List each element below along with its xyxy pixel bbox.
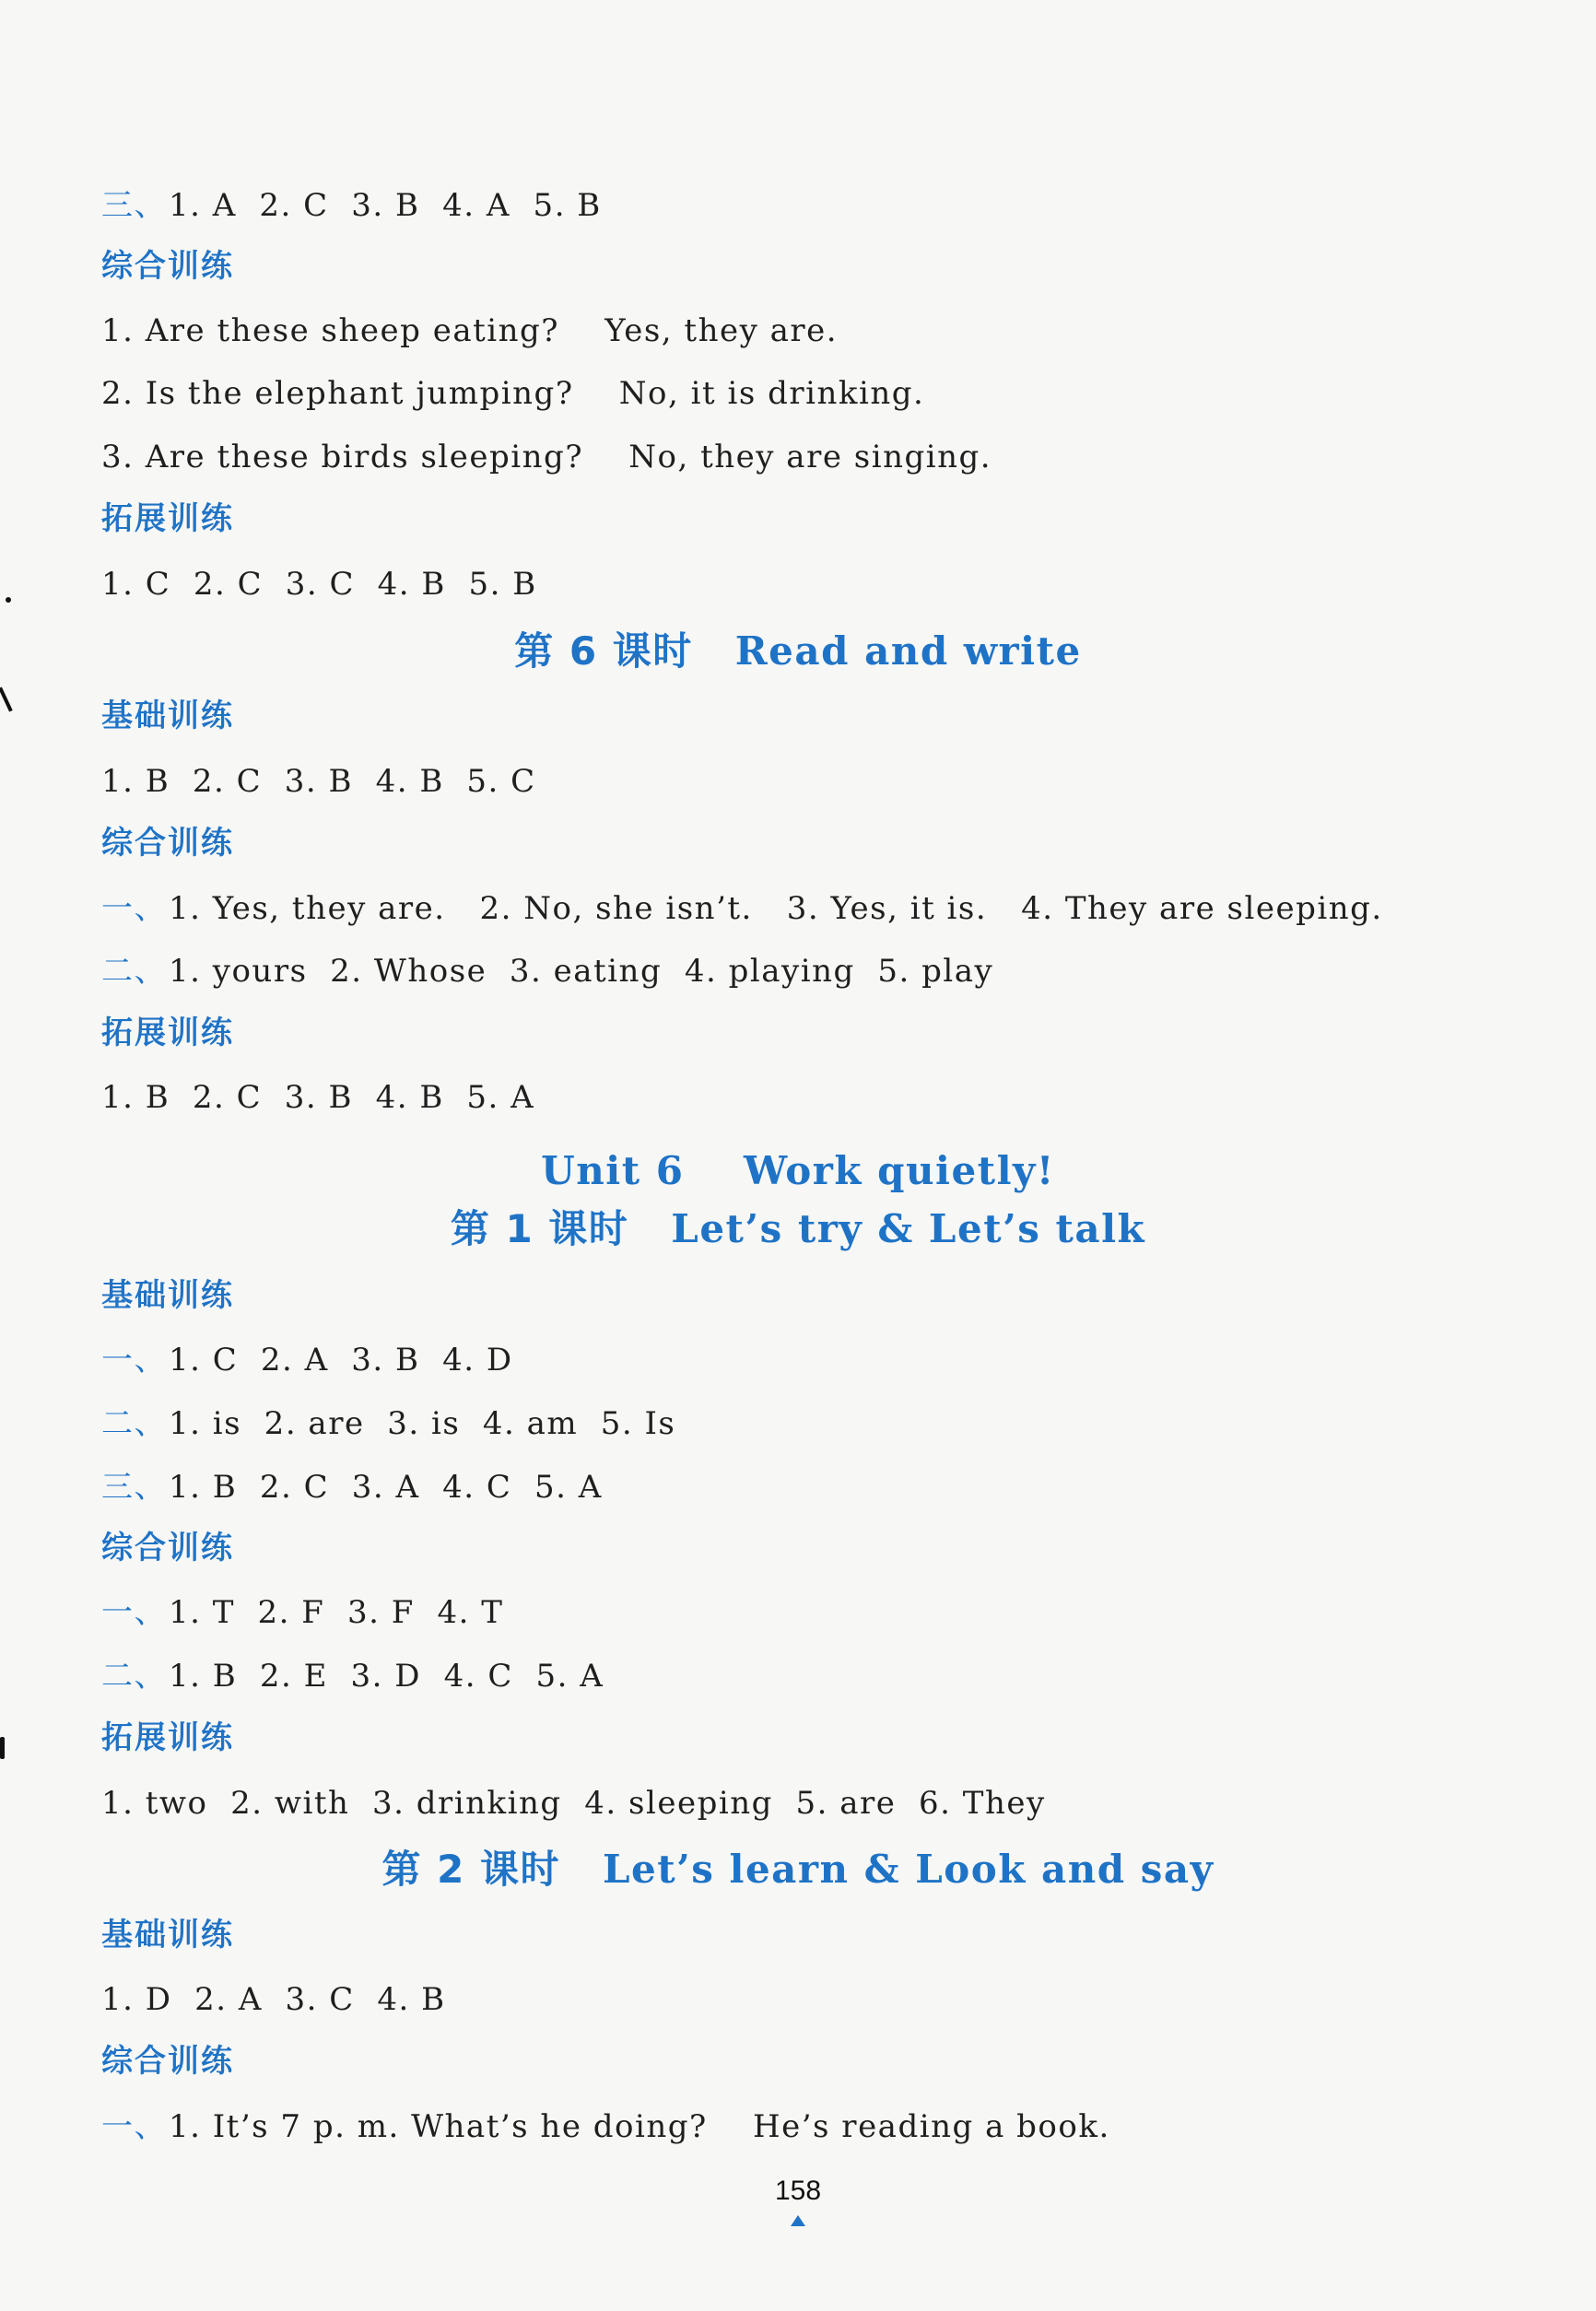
section-heading: 综合训练 [101, 1530, 234, 1566]
answer-line: 1. C 2. C 3. C 4. B 5. B [101, 566, 537, 603]
lesson-title [0, 628, 1596, 674]
section-index: 二、 [101, 1405, 167, 1442]
section-index: 二、 [101, 1658, 167, 1695]
lesson-number: 第 6 课时 [514, 628, 693, 674]
answer-line [101, 1344, 513, 1376]
section-index: 三、 [101, 1469, 167, 1506]
section-index: 二、 [101, 953, 167, 990]
section-heading: 综合训练 [101, 825, 234, 862]
answer-line: 1. D 2. A 3. C 4. B [101, 1981, 446, 2018]
answer-line [101, 1405, 676, 1442]
answer-line: 1. B 2. C 3. B 4. B 5. A [101, 1079, 535, 1116]
lesson-number: 第 2 课时 [381, 1847, 560, 1892]
answer-line: 1. Are these sheep eating? Yes, they are. [101, 312, 839, 349]
section-index: 一、 [101, 890, 167, 927]
section-index: 三、 [101, 187, 167, 224]
answer-line [101, 1469, 603, 1506]
answer-text: 1. It’s 7 p. m. What’s he doing? He’s reading a book. [169, 2108, 1110, 2145]
section-index: 一、 [101, 1342, 167, 1378]
section-index: 一、 [101, 2108, 167, 2145]
section-heading: 基础训练 [101, 1917, 234, 1953]
answer-text: 1. A 2. C 3. B 4. A 5. B [169, 187, 602, 224]
unit-title [0, 1148, 1596, 1193]
section-index: 一、 [101, 1594, 167, 1631]
answer-line [101, 187, 602, 224]
answer-text: 1. is 2. are 3. is 4. am 5. Is [169, 1405, 676, 1442]
lesson-name: Let’s try & Let’s talk [671, 1206, 1146, 1251]
section-heading: 拓展训练 [101, 500, 234, 537]
answer-line: 1. two 2. with 3. drinking 4. sleeping 5. are 6. They [101, 1785, 1046, 1822]
section-heading: 拓展训练 [101, 1015, 234, 1051]
answer-line: 3. Are these birds sleeping? No, they are singing. [101, 439, 992, 475]
section-heading: 拓展训练 [101, 1719, 234, 1756]
section-heading: 基础训练 [101, 698, 234, 734]
answer-line [101, 890, 1383, 927]
lesson-name: Read and write [734, 628, 1082, 674]
answer-text: 1. yours 2. Whose 3. eating 4. playing 5. play [169, 953, 994, 990]
section-heading: 综合训练 [101, 248, 234, 285]
lesson-title [0, 1847, 1596, 1892]
lesson-name: Let’s learn & Look and say [602, 1847, 1215, 1892]
answer-line [101, 953, 994, 990]
section-heading: 基础训练 [101, 1277, 234, 1314]
lesson-title [0, 1206, 1596, 1251]
answer-line: 1. B 2. C 3. B 4. B 5. C [101, 763, 536, 800]
section-heading: 综合训练 [101, 2043, 234, 2080]
lesson-number: 第 1 课时 [450, 1206, 629, 1251]
scan-mark [0, 1737, 5, 1759]
page-marker-icon [791, 2215, 805, 2226]
answer-line [101, 1594, 504, 1631]
scan-mark [0, 686, 13, 711]
answer-text: 1. Yes, they are. 2. No, she isn’t. 3. Yes, it is. 4. They are sleeping. [169, 890, 1383, 927]
page-number: 158 [774, 2176, 822, 2206]
answer-text: 1. T 2. F 3. F 4. T [169, 1594, 504, 1631]
answer-text: 1. B 2. C 3. A 4. C 5. A [169, 1469, 603, 1506]
answer-line [101, 2108, 1110, 2145]
answer-text: 1. C 2. A 3. B 4. D [169, 1342, 513, 1378]
answer-line: 2. Is the elephant jumping? No, it is drinking. [101, 375, 925, 412]
scan-mark [6, 597, 11, 603]
unit-name: Unit 6 Work quietly! [541, 1148, 1055, 1193]
answer-line [101, 1658, 604, 1695]
answer-text: 1. B 2. E 3. D 4. C 5. A [169, 1658, 604, 1695]
